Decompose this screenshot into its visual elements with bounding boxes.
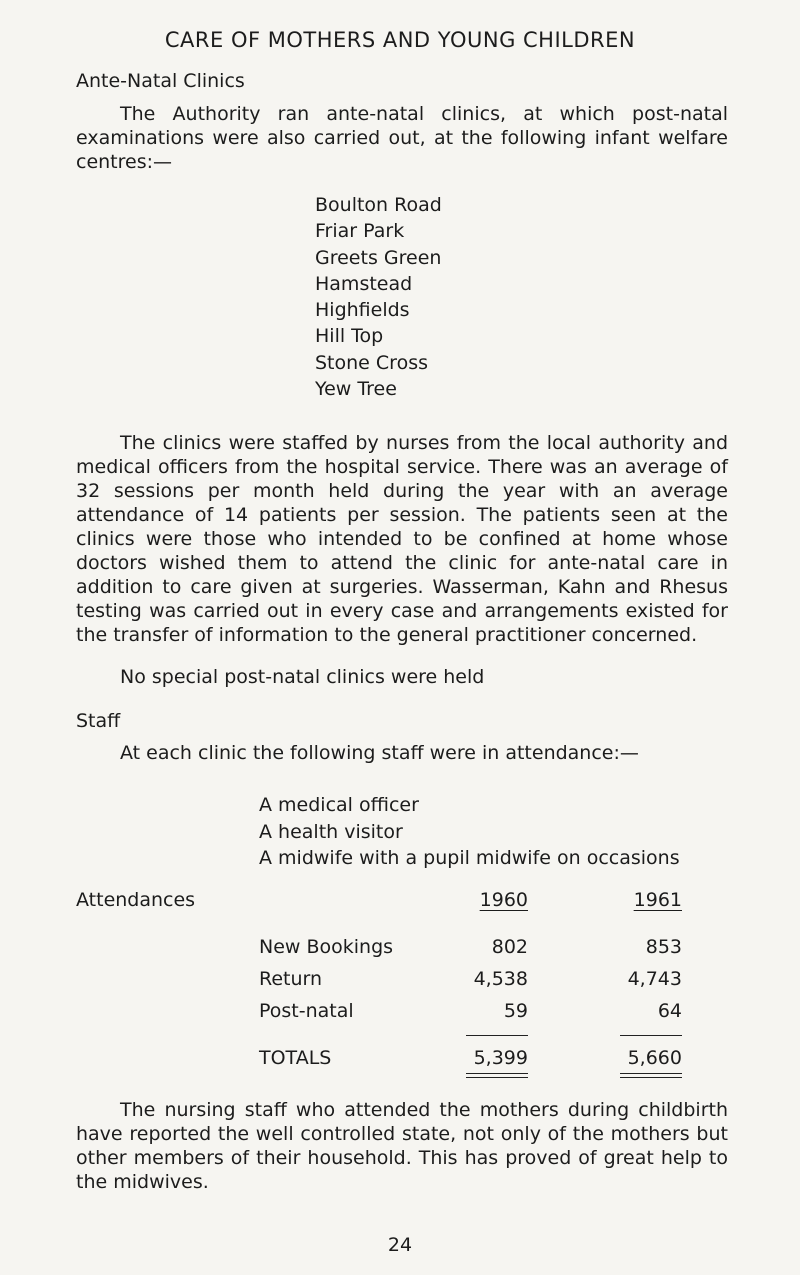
subtotal-rule-1961 bbox=[620, 1035, 682, 1036]
cell-1960: 802 bbox=[491, 936, 528, 958]
list-item: A midwife with a pupil midwife on occasions bbox=[259, 847, 680, 869]
staffing-paragraph: The clinics were staffed by nurses from the local authority and medical officers from the hospital service. There was an average of 32 sessions per month held during the year with an average attendance of 14 patients per session. The patients seen at the clinics were those who intended to be confined at home whose doctors wished them to attend the clinic for ante-natal care in addition to care given at surgeries. Wasserman, Kahn and Rhesus testing was carried out in every case and arrangements existed for the transfer of information to the general practitioner concerned. bbox=[76, 432, 728, 646]
postnatal-note: No special post-natal clinics were held bbox=[120, 666, 485, 688]
list-item: Stone Cross bbox=[315, 351, 428, 374]
total-1961: 5,660 bbox=[627, 1047, 682, 1069]
total-1960: 5,399 bbox=[473, 1047, 528, 1069]
closing-paragraph: The nursing staff who attended the mothers during childbirth have reported the well controlled state, not only of the mothers but other members of their household. This has proved of great help to the midwives. bbox=[76, 1099, 728, 1193]
staff-heading: Staff bbox=[76, 710, 121, 732]
subtotal-rule-1960 bbox=[466, 1035, 528, 1036]
year-1960-header: 1960 bbox=[479, 889, 528, 911]
staff-list bbox=[259, 792, 680, 872]
list-item: Hamstead bbox=[315, 272, 413, 295]
list-item: Boulton Road bbox=[315, 194, 442, 216]
row-label: Post-natal bbox=[259, 1000, 354, 1022]
totals-label: TOTALS bbox=[259, 1047, 332, 1069]
total-double-rule-1961 bbox=[620, 1073, 682, 1078]
antenatal-heading: Ante-Natal Clinics bbox=[76, 70, 245, 92]
staff-intro: At each clinic the following staff were in attendance:— bbox=[120, 742, 639, 764]
page-title: CARE OF MOTHERS AND YOUNG CHILDREN bbox=[164, 28, 636, 52]
list-item: Friar Park bbox=[315, 220, 405, 243]
cell-1961: 853 bbox=[645, 936, 682, 958]
antenatal-intro: The Authority ran ante-natal clinics, at which post-natal examinations were also carried out, at the following infant welfare centres:— bbox=[76, 103, 728, 173]
list-item: Yew Tree bbox=[315, 378, 397, 401]
page-number: 24 bbox=[387, 1234, 413, 1256]
cell-1960: 59 bbox=[503, 1000, 528, 1022]
year-1961-header: 1961 bbox=[633, 889, 682, 911]
centres-list bbox=[315, 192, 442, 402]
list-item: Greets Green bbox=[315, 246, 442, 269]
total-double-rule-1960 bbox=[466, 1073, 528, 1078]
list-item: A health visitor bbox=[259, 820, 403, 843]
row-label: Return bbox=[259, 968, 323, 990]
cell-1961: 64 bbox=[657, 1000, 682, 1022]
cell-1960: 4,538 bbox=[473, 968, 528, 990]
row-label: New Bookings bbox=[259, 936, 394, 958]
list-item: Highfields bbox=[315, 299, 410, 322]
cell-1961: 4,743 bbox=[627, 968, 682, 990]
attendances-heading: Attendances bbox=[76, 889, 196, 911]
list-item: A medical officer bbox=[259, 794, 419, 816]
list-item: Hill Top bbox=[315, 325, 384, 348]
